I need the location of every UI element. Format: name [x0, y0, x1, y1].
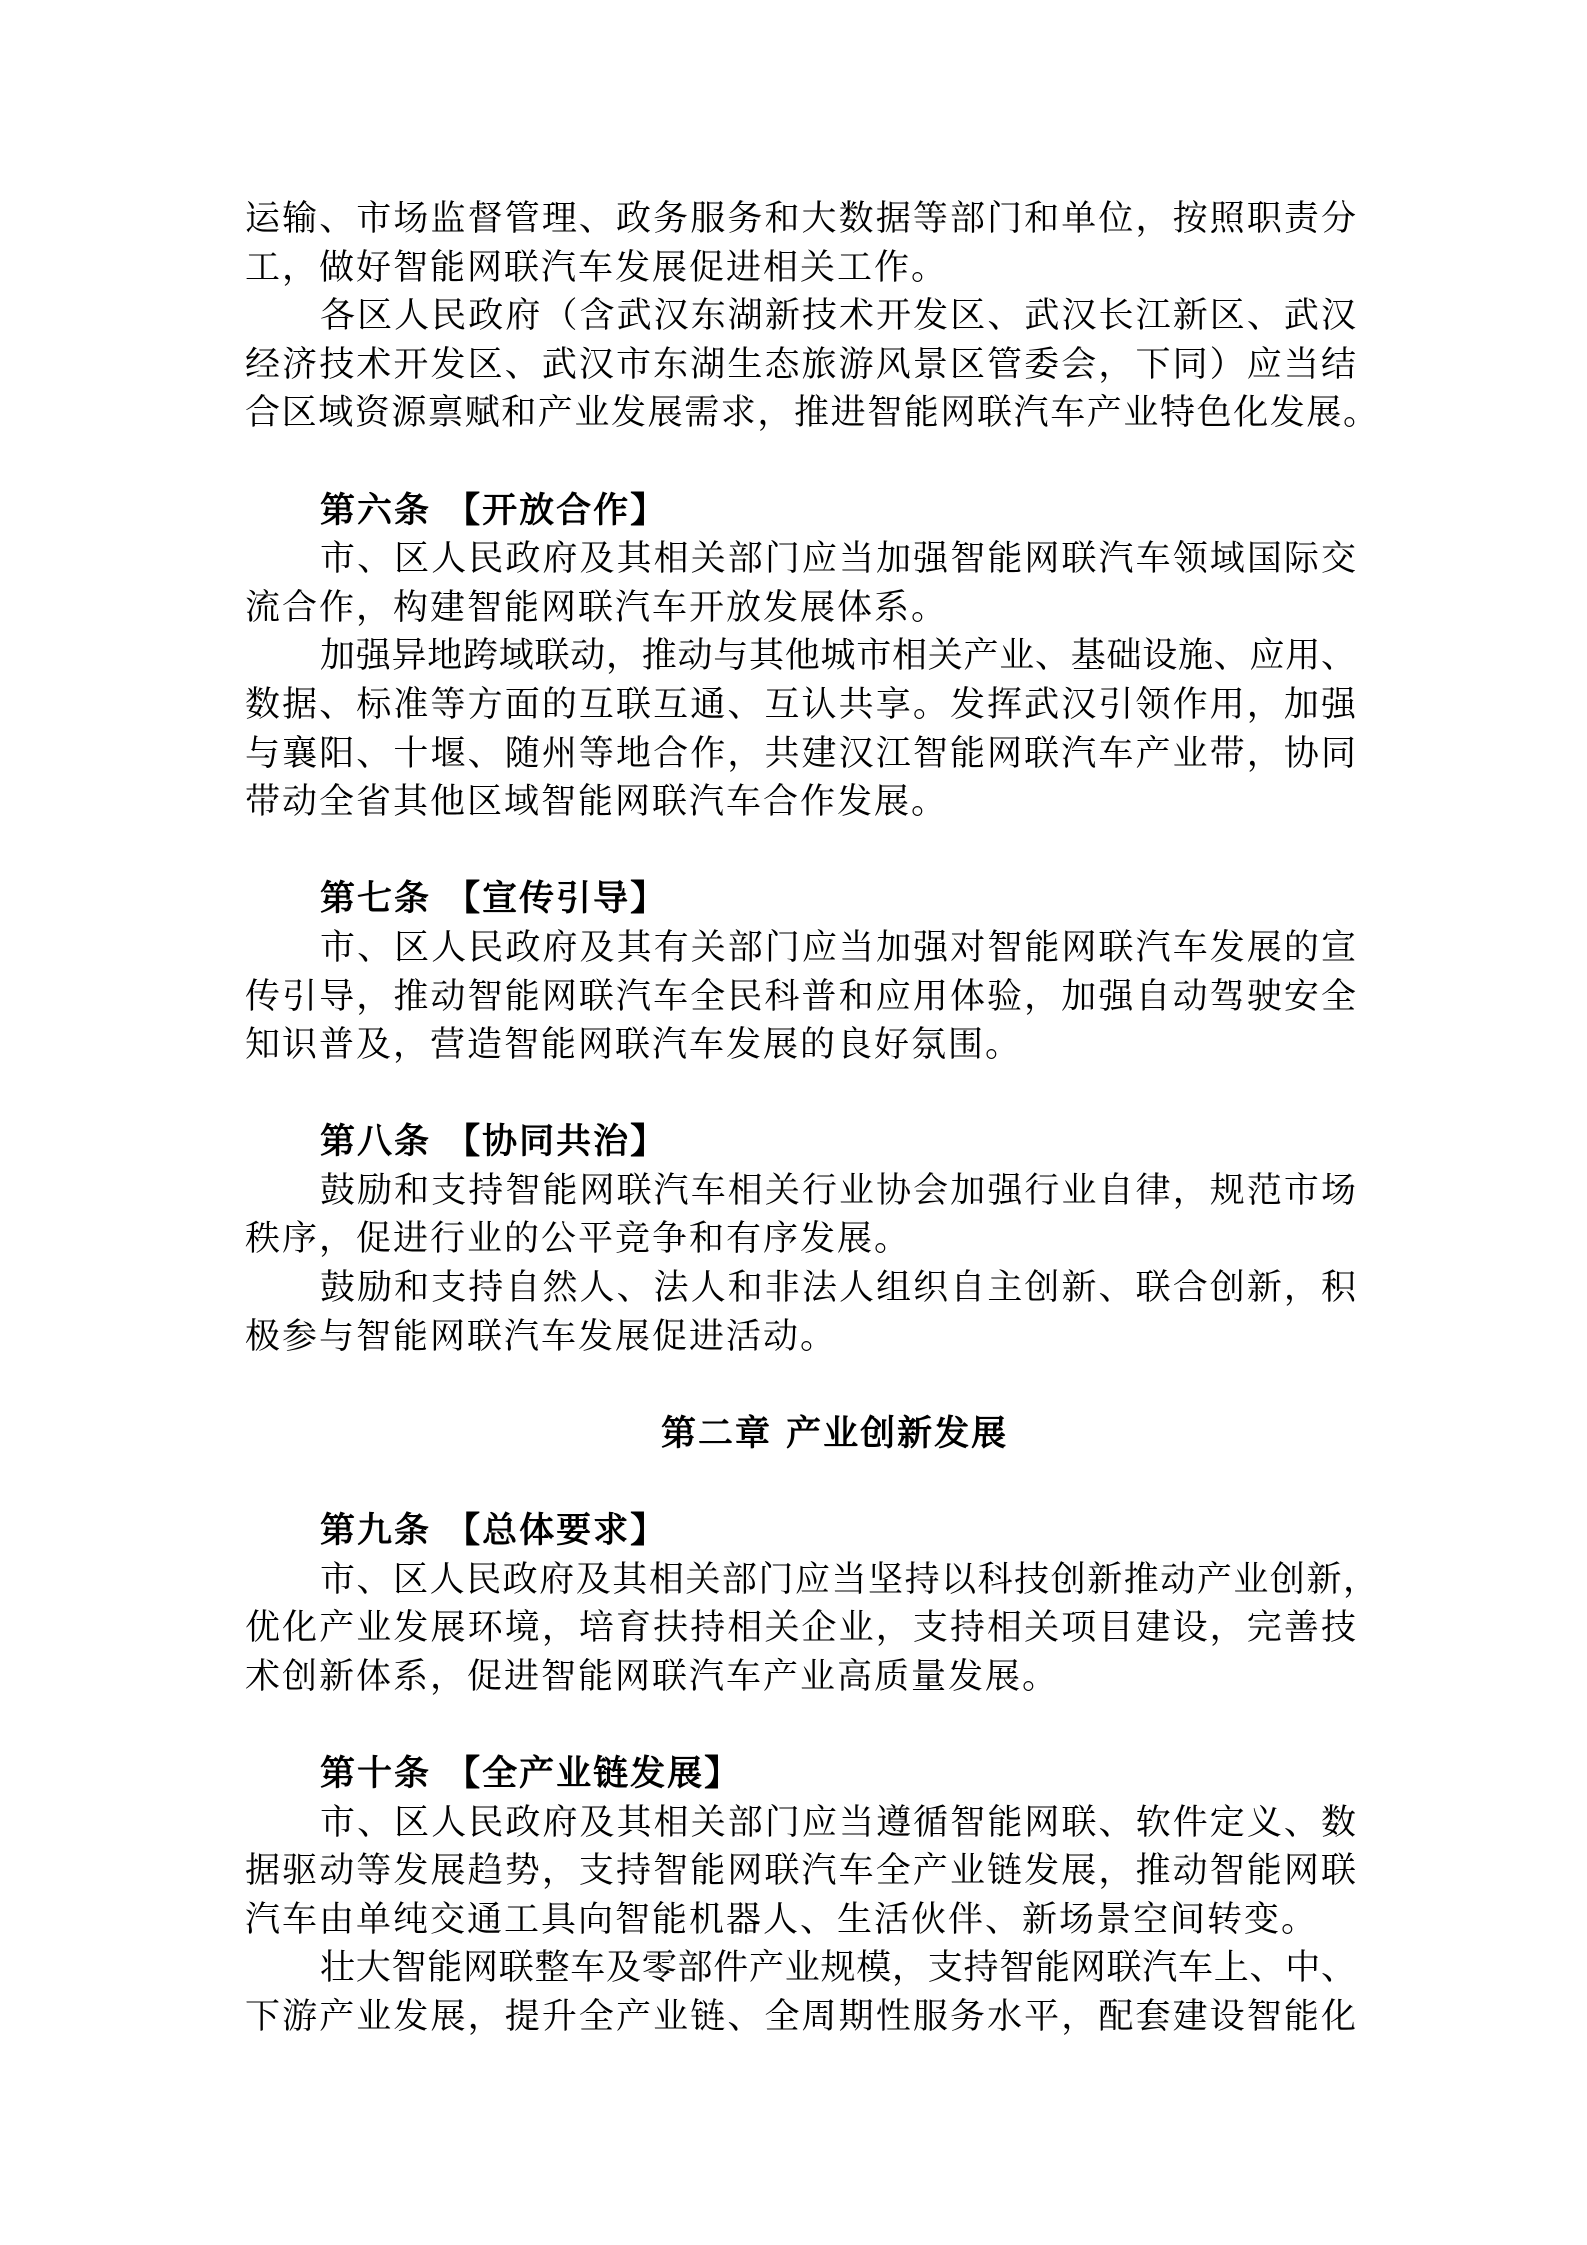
- paragraph-line: 流合作，构建智能网联汽车开放发展体系。: [245, 587, 949, 628]
- paragraph-line: 带动全省其他区域智能网联汽车合作发展。: [245, 782, 949, 823]
- paragraph-line: 合区域资源禀赋和产业发展需求，推进智能网联汽车产业特色化发展。: [245, 393, 1378, 434]
- article-heading: 第六条 【开放合作】: [320, 490, 668, 531]
- paragraph-line: 与襄阳、十堰、随州等地合作，共建汉江智能网联汽车产业带，协同: [245, 733, 1356, 774]
- paragraph-line: 加强异地跨域联动，推动与其他城市相关产业、基础设施、应用、: [320, 636, 1356, 677]
- paragraph-line: 市、区人民政府及其相关部门应当加强智能网联汽车领域国际交: [320, 539, 1356, 580]
- paragraph-line: 壮大智能网联整车及零部件产业规模，支持智能网联汽车上、中、: [320, 1948, 1356, 1989]
- paragraph-line: 据驱动等发展趋势，支持智能网联汽车全产业链发展，推动智能网联: [245, 1851, 1356, 1892]
- article-10: [245, 1750, 1385, 2042]
- paragraph-line: 汽车由单纯交通工具向智能机器人、生活伙伴、新场景空间转变。: [245, 1899, 1319, 1940]
- article-9: [245, 1507, 1385, 1701]
- paragraph-line: 鼓励和支持智能网联汽车相关行业协会加强行业自律，规范市场: [320, 1170, 1356, 1211]
- paragraph-line: 下游产业发展，提升全产业链、全周期性服务水平，配套建设智能化: [245, 1996, 1356, 2037]
- paragraph-line: 鼓励和支持自然人、法人和非法人组织自主创新、联合创新，积: [320, 1268, 1356, 1309]
- paragraph-line: 运输、市场监督管理、政务服务和大数据等部门和单位，按照职责分: [245, 199, 1356, 239]
- paragraph-line: 秩序，促进行业的公平竞争和有序发展。: [245, 1219, 912, 1260]
- article-heading: 第十条 【全产业链发展】: [320, 1754, 742, 1794]
- paragraph-line: 极参与智能网联汽车发展促进活动。: [245, 1316, 838, 1357]
- paragraph-line: 优化产业发展环境，培育扶持相关企业，支持相关项目建设，完善技: [245, 1608, 1356, 1649]
- article-heading: 第九条 【总体要求】: [320, 1511, 668, 1552]
- article-heading: 第八条 【协同共治】: [320, 1122, 668, 1163]
- chapter-2: [245, 1410, 1385, 1459]
- paragraph-line: 市、区人民政府及其有关部门应当加强对智能网联汽车发展的宣: [320, 927, 1356, 968]
- paragraph-line: 术创新体系，促进智能网联汽车产业高质量发展。: [245, 1656, 1060, 1697]
- paragraph-line: 市、区人民政府及其相关部门应当坚持以科技创新推动产业创新，: [320, 1559, 1378, 1600]
- paragraph-line: 各区人民政府（含武汉东湖新技术开发区、武汉长江新区、武汉: [320, 296, 1356, 337]
- paragraph-intro-1: [245, 195, 1385, 292]
- article-6: [245, 487, 1385, 827]
- chapter-heading: 第二章 产业创新发展: [661, 1413, 1009, 1454]
- article-heading: 第七条 【宣传引导】: [320, 879, 668, 920]
- document-body: [245, 195, 1385, 2042]
- paragraph-intro-2: [245, 292, 1385, 438]
- article-8: [245, 1118, 1385, 1361]
- paragraph-line: 经济技术开发区、武汉市东湖生态旅游风景区管委会，下同）应当结: [245, 344, 1356, 385]
- paragraph-line: 工，做好智能网联汽车发展促进相关工作。: [245, 247, 949, 288]
- paragraph-line: 市、区人民政府及其相关部门应当遵循智能网联、软件定义、数: [320, 1802, 1356, 1843]
- paragraph-line: 知识普及，营造智能网联汽车发展的良好氛围。: [245, 1025, 1023, 1066]
- paragraph-line: 数据、标准等方面的互联互通、互认共享。发挥武汉引领作用，加强: [245, 684, 1356, 725]
- paragraph-line: 传引导，推动智能网联汽车全民科普和应用体验，加强自动驾驶安全: [245, 976, 1356, 1017]
- article-7: [245, 875, 1385, 1069]
